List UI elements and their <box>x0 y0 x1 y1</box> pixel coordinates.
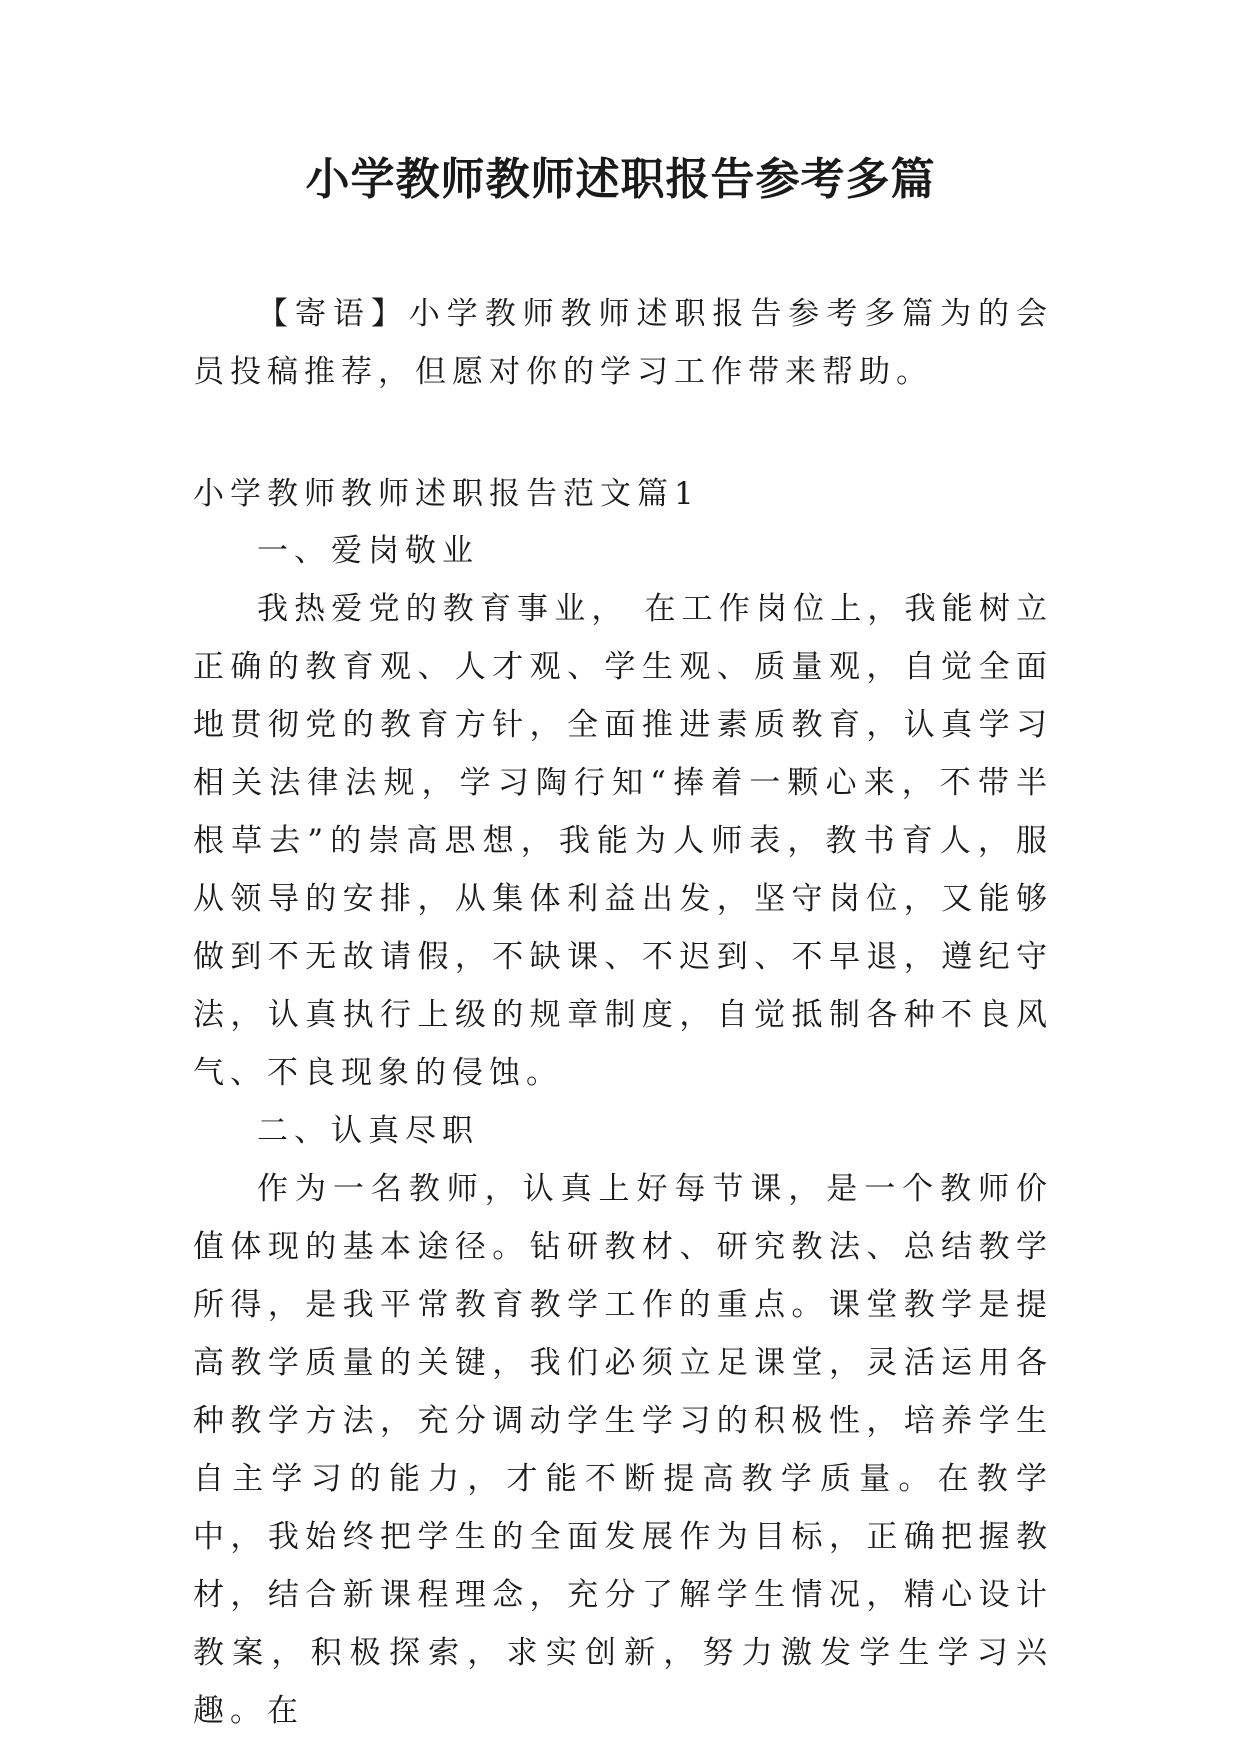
section-title: 小学教师教师述职报告范文篇1 <box>193 476 700 512</box>
paragraph-love-work: 我热爱党的教育事业， 在工作岗位上，我能树立正确的教育观、人才观、学生观、质量观，自觉全面地贯彻党的教育方针，全面推进素质教育，认真学习相关法律法规，学习陶行知“捧着一颗心来，不带半根草去”的崇高思想，我能为人师表，教书育人，服从领导的安排，从集体利益出发，坚守岗位，又能够做到不无故请假，不缺课、不迟到、不早退，遵纪守法，认真执行上级的规章制度，自觉抵制各种不良风气、不良现象的侵蚀。 <box>193 591 1053 1091</box>
paragraph-conscientious: 作为一名教师，认真上好每节课，是一个教师价值体现的基本途径。钻研教材、研究教法、总结教学所得，是我平常教育教学工作的重点。课堂教学是提高教学质量的关键，我们必须立足课堂，灵活运用各种教学方法，充分调动学生学习的积极性，培养学生自主学习的能力，才能不断提高教学质量。在教学中，我始终把学生的全面发展作为目标，正确把握教材，结合新课程理念，充分了解学生情况，精心设计教案，积极探索，求实创新，努力激发学生学习兴趣。在 <box>193 1171 1053 1729</box>
document-title: 小学教师教师述职报告参考多篇 <box>305 154 936 205</box>
intro-paragraph: 【寄语】小学教师教师述职报告参考多篇为的会员投稿推荐，但愿对你的学习工作带来帮助。 <box>193 296 1053 390</box>
section-content <box>193 522 1053 1740</box>
heading-conscientious: 二、认真尽职 <box>257 1113 479 1149</box>
heading-love-work: 一、爱岗敬业 <box>257 533 479 569</box>
